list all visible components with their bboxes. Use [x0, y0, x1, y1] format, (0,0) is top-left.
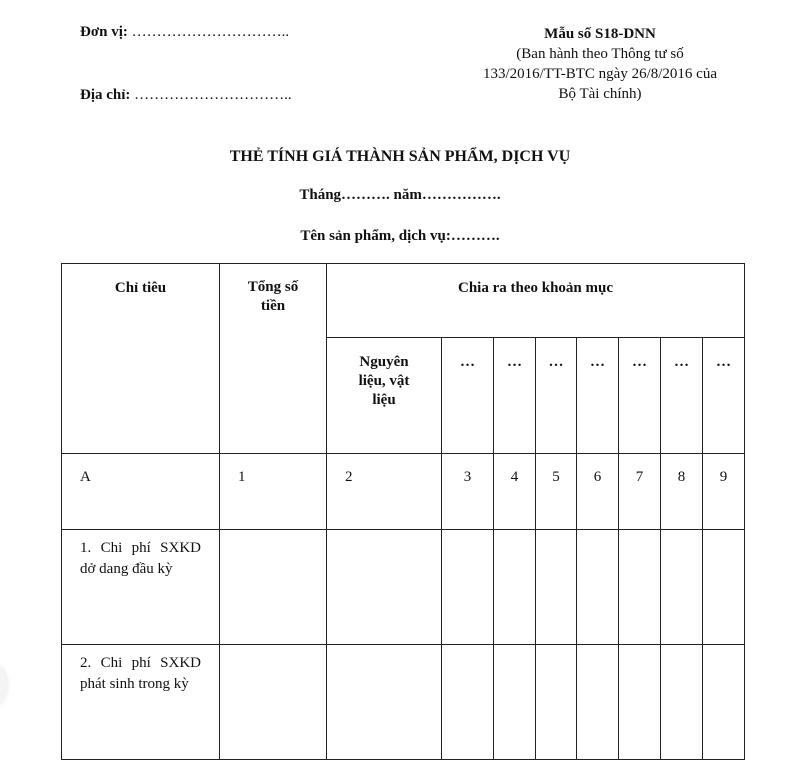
header-item-placeholder: …: [494, 338, 536, 454]
form-issue-line-1: (Ban hành theo Thông tư số: [516, 46, 684, 62]
header-row-1: [62, 264, 745, 338]
value-cell[interactable]: [577, 530, 619, 645]
address-label: Địa chỉ:: [80, 87, 131, 103]
header-breakdown: Chia ra theo khoản mục: [327, 264, 745, 338]
index-cell: 3: [442, 454, 494, 530]
value-cell[interactable]: [327, 530, 442, 645]
value-cell[interactable]: [494, 530, 536, 645]
header-total: Tổng số tiền: [220, 264, 327, 454]
document-title: THẺ TÍNH GIÁ THÀNH SẢN PHẨM, DỊCH VỤ: [229, 148, 571, 165]
index-cell: 1: [220, 454, 327, 530]
scroll-handle[interactable]: [0, 665, 8, 705]
value-cell[interactable]: [442, 645, 494, 760]
address-line: [80, 87, 292, 104]
index-cell: A: [62, 454, 220, 530]
form-issue-line-2: 133/2016/TT-BTC ngày 26/8/2016 của: [482, 66, 717, 82]
value-cell[interactable]: [220, 645, 327, 760]
cost-card-table: [61, 263, 745, 760]
value-cell[interactable]: [703, 645, 745, 760]
header-materials: Nguyên liệu, vật liệu: [327, 338, 442, 454]
value-cell[interactable]: [494, 645, 536, 760]
value-cell[interactable]: [619, 645, 661, 760]
form-info: [400, 24, 800, 104]
unit-line: [80, 24, 289, 41]
value-cell[interactable]: [577, 645, 619, 760]
value-cell[interactable]: [703, 530, 745, 645]
header-item-placeholder: …: [703, 338, 745, 454]
row-label-incurred-costs: 2. Chi phí SXKD phát sinh trong kỳ: [62, 645, 220, 760]
value-cell[interactable]: [536, 530, 577, 645]
table-row: [62, 530, 745, 645]
form-code: Mẫu số S18-DNN: [544, 26, 656, 42]
header-item-placeholder: …: [577, 338, 619, 454]
value-cell[interactable]: [536, 645, 577, 760]
index-cell: 5: [536, 454, 577, 530]
table-row: [62, 645, 745, 760]
unit-label: Đơn vị:: [80, 24, 128, 40]
period-line: Tháng………. năm…………….: [299, 187, 501, 203]
header-item-placeholder: …: [661, 338, 703, 454]
index-cell: 6: [577, 454, 619, 530]
value-cell[interactable]: [327, 645, 442, 760]
unit-value: …………………………..: [131, 24, 290, 40]
value-cell[interactable]: [220, 530, 327, 645]
index-cell: 8: [661, 454, 703, 530]
header-item-placeholder: …: [442, 338, 494, 454]
form-issue-line-3: Bộ Tài chính): [558, 86, 642, 102]
value-cell[interactable]: [619, 530, 661, 645]
header-item-placeholder: …: [619, 338, 661, 454]
header-item-placeholder: …: [536, 338, 577, 454]
index-cell: 4: [494, 454, 536, 530]
index-row: [62, 454, 745, 530]
product-name-line: Tên sản phẩm, dịch vụ:……….: [300, 228, 500, 244]
header-indicator: Chỉ tiêu: [62, 264, 220, 454]
value-cell[interactable]: [661, 645, 703, 760]
value-cell[interactable]: [661, 530, 703, 645]
address-value: …………………………..: [134, 87, 292, 103]
value-cell[interactable]: [442, 530, 494, 645]
row-label-opening-wip: 1. Chi phí SXKD dở dang đầu kỳ: [62, 530, 220, 645]
index-cell: 9: [703, 454, 745, 530]
index-cell: 7: [619, 454, 661, 530]
index-cell: 2: [327, 454, 442, 530]
